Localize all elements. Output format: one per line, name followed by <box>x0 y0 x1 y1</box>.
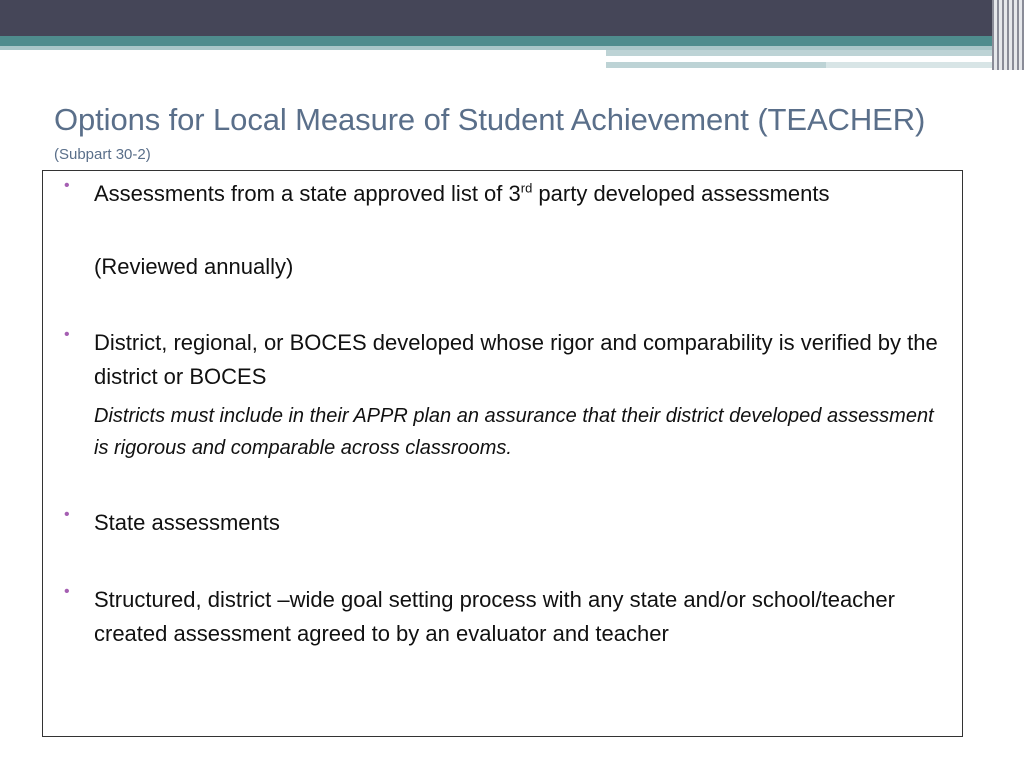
bullet-2-note: Districts must include in their APPR plan an assurance that their district developed assessment is rigorous and comparable across classrooms. <box>94 405 934 459</box>
header-accent-bar-lower <box>606 62 826 68</box>
bullet-1-text-before: Assessments from a state approved list of 3 <box>94 181 521 206</box>
bullet-1-superscript: rd <box>520 180 533 196</box>
slide-subtitle: (Subpart 30-2) <box>54 146 151 163</box>
bullet-1-text-after: party developed assessments <box>532 181 830 206</box>
bullet-1-note: (Reviewed annually) <box>94 254 294 279</box>
header-teal-stripe <box>0 36 992 46</box>
bullet-dot-icon: • <box>64 583 70 600</box>
header-banner <box>0 0 1024 36</box>
header-accent-gap <box>606 56 948 60</box>
bullet-dot-icon: • <box>64 177 70 194</box>
bullet-text-3: State assessments <box>94 510 280 535</box>
header-edge-lines <box>992 0 1024 70</box>
bullet-dot-icon: • <box>64 506 70 523</box>
bullet-dot-icon: • <box>64 326 70 343</box>
bullet-text-2: District, regional, or BOCES developed whose rigor and comparability is verified by the district or BOCES <box>94 330 938 389</box>
slide-title: Options for Local Measure of Student Achievement (TEACHER) <box>54 102 926 137</box>
bullet-text-4: Structured, district –wide goal setting process with any state and/or school/teacher created assessment agreed to by an evaluator and teacher <box>94 587 895 646</box>
bullet-text-1 <box>94 177 964 211</box>
header-accent-bar-lower-light <box>826 62 992 68</box>
